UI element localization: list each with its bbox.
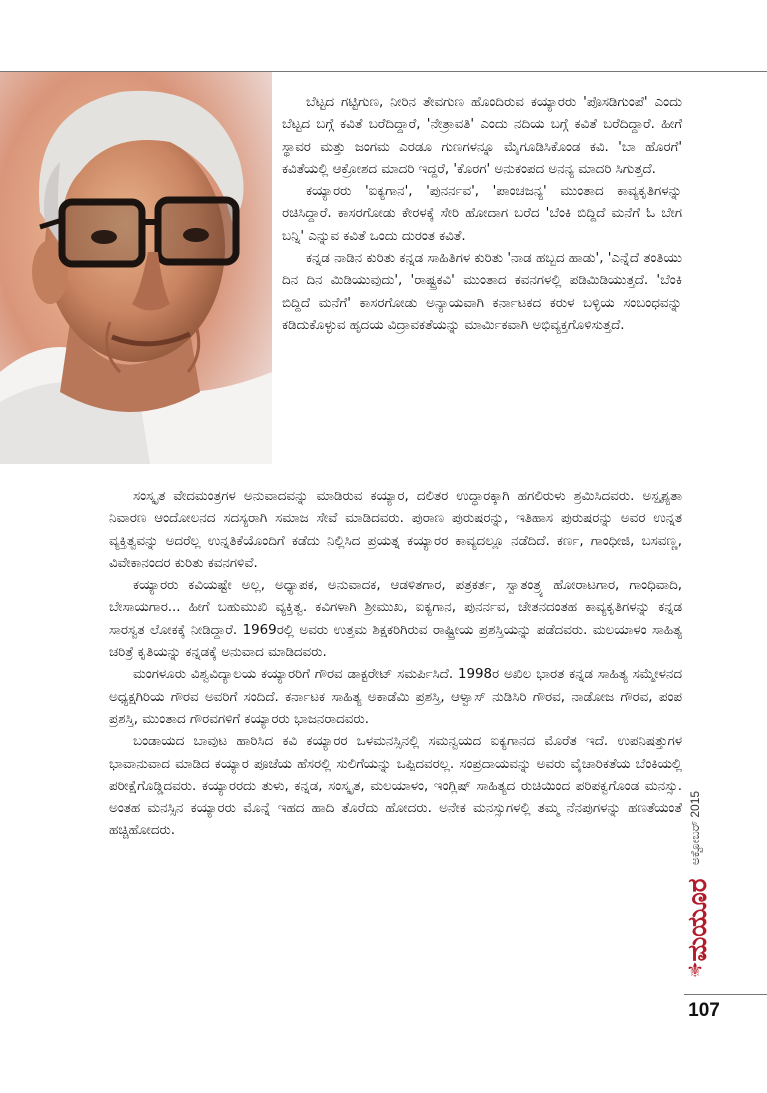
article-paragraph: ಕನ್ನಡ ನಾಡಿನ ಕುರಿತು ಕನ್ನಡ ಸಾಹಿತಿಗಳ ಕುರಿತು 'ನಾಡ ಹಬ್ಬದ ಹಾಡು', 'ಎನ್ನೆದೆ ತಂತಿಯು ದಿನ ದಿನ ಮಿಡಿಯುವುದು', 'ರಾಷ್ಟ್ರಕವಿ' ಮುಂತಾದ ಕವನಗಳಲ್ಲಿ ಪಡಿಮಿಡಿಯುತ್ತದೆ. 'ಬೆಂಕಿ ಬಿದ್ದಿದೆ ಮನೆಗೆ' ಕಾಸರಗೋಡು ಅನ್ಯಾಯವಾಗಿ ಕರ್ನಾಟಕದ ಕರುಳ ಬಳ್ಳಿಯ ಸಂಬಂಧವನ್ನು ಕಡಿದುಕೊಳ್ಳುವ ಹೃದಯ ವಿದ್ರಾವಕತೆಯನ್ನು ಮಾರ್ಮಿಕವಾಗಿ ಅಭಿವ್ಯಕ್ತಗೊಳಿಸುತ್ತದೆ. [282, 251, 682, 333]
issue-date: ಅಕ್ಟೋಬರ್ 2015 [688, 790, 702, 866]
page-number: 107 [688, 1000, 720, 1021]
article-paragraph: ಬೆಟ್ಟದ ಗಟ್ಟಿಗುಣ, ನೀರಿನ ತೇವಗುಣ ಹೊಂದಿರುವ ಕಯ್ಯಾರರು 'ಪೊಸಡಿಗುಂಪೆ' ಎಂದು ಬೆಟ್ಟದ ಬಗ್ಗೆ ಕವಿತೆ ಬರೆದಿದ್ದಾರೆ, 'ನೇತ್ರಾವತಿ' ಎಂದು ನದಿಯ ಬಗ್ಗೆ ಕವಿತೆ ಬರೆದಿದ್ದಾರೆ. ಹೀಗೆ ಸ್ಥಾವರ ಮತ್ತು ಜಂಗಮ ಎರಡೂ ಗುಣಗಳನ್ನೂ ಮೈಗೂಡಿಸಿಕೊಂಡ ಕವಿ. 'ಬಾ ಹೊರಗೆ' ಕವಿತೆಯಲ್ಲಿ ಆಕ್ರೋಶದ ಮಾದರಿ ಇದ್ದರೆ, 'ಕೊರಗ' ಅನುಕಂಪದ ಅನನ್ಯ ಮಾದರಿ ಸಿಗುತ್ತದೆ. [282, 95, 682, 177]
magazine-sidebar [681, 700, 721, 980]
portrait-illustration [0, 72, 272, 464]
article-paragraph: ಮಂಗಳೂರು ವಿಶ್ವವಿದ್ಯಾಲಯ ಕಯ್ಯಾರರಿಗೆ ಗೌರವ ಡಾಕ್ಟರೇಟ್ ಸಮರ್ಪಿಸಿದೆ. 1998ರ ಅಖಿಲ ಭಾರತ ಕನ್ನಡ ಸಾಹಿತ್ಯ ಸಮ್ಮೇಳನದ ಅಧ್ಯಕ್ಷಗಿರಿಯ ಗೌರವ ಅವರಿಗೆ ಸಂದಿದೆ. ಕರ್ನಾಟಕ ಸಾಹಿತ್ಯ ಅಕಾಡೆಮಿ ಪ್ರಶಸ್ತಿ, ಆಳ್ವಾಸ್ ನುಡಿಸಿರಿ ಗೌರವ, ನಾಡೋಜ ಗೌರವ, ಪಂಪ ಪ್ರಶಸ್ತಿ, ಮುಂತಾದ ಗೌರವಗಳಿಗೆ ಕಯ್ಯಾರರು ಭಾಜನರಾದವರು. [109, 667, 682, 727]
article-column-text [282, 92, 682, 337]
author-portrait-photo [0, 72, 272, 464]
article-paragraph: ಕಯ್ಯಾರರು 'ಐಕ್ಯಗಾನ', 'ಪುನರ್ನವ', 'ಪಾಂಚಜನ್ಯ' ಮುಂತಾದ ಕಾವ್ಯಕೃತಿಗಳನ್ನು ರಚಿಸಿದ್ದಾರೆ. ಕಾಸರಗೋಡು ಕೇರಳಕ್ಕೆ ಸೇರಿ ಹೋದಾಗ ಬರೆದ 'ಬೆಂಕಿ ಬಿದ್ದಿದೆ ಮನೆಗೆ ಓ ಬೇಗ ಬನ್ನಿ' ಎನ್ನುವ ಕವಿತೆ ಒಂದು ದುರಂತ ಕವಿತೆ. [282, 184, 682, 244]
article-paragraph: ಬಂಡಾಯದ ಬಾವುಟ ಹಾರಿಸಿದ ಕವಿ ಕಯ್ಯಾರರ ಒಳಮನಸ್ಸಿನಲ್ಲಿ ಸಮನ್ವಯದ ಐಕ್ಯಗಾನದ ಮೊರೆತ ಇದೆ. ಉಪನಿಷತ್ತುಗಳ ಭಾವಾನುವಾದ ಮಾಡಿದ ಕಯ್ಯಾರ ಪೂಜೆಯ ಹೆಸರಲ್ಲಿ ಸುಲಿಗೆಯನ್ನು ಒಪ್ಪಿದವರಲ್ಲ. ಸಂಪ್ರದಾಯವನ್ನು ಅವರು ವೈಚಾರಿಕತೆಯ ಬೆಂಕಿಯಲ್ಲಿ ಪರೀಕ್ಷೆಗೊಡ್ಡಿದವರು. ಕಯ್ಯಾರರದು ತುಳು, ಕನ್ನಡ, ಸಂಸ್ಕೃತ, ಮಲಯಾಳಂ, ಇಂಗ್ಲಿಷ್ ಸಾಹಿತ್ಯದ ರುಚಿಯಿಂದ ಪರಿಪಕ್ವಗೊಂಡ ಮನಸ್ಸು. ಅಂತಹ ಮನಸ್ಸಿನ ಕಯ್ಯಾರರು ಮೊನ್ನೆ ಇಹದ ಹಾದಿ ತೊರೆದು ಹೋದರು. ಅನೇಕ ಮನಸ್ಸುಗಳಲ್ಲಿ ತಮ್ಮ ನೆನಪುಗಳನ್ನು ಹಣತೆಯಂತೆ ಹಚ್ಚಿಹೋದರು. [109, 734, 682, 839]
article-paragraph: ಸಂಸ್ಕೃತ ವೇದಮಂತ್ರಗಳ ಅನುವಾದವನ್ನು ಮಾಡಿರುವ ಕಯ್ಯಾರ, ದಲಿತರ ಉದ್ಧಾರಕ್ಕಾಗಿ ಹಗಲಿರುಳು ಶ್ರಮಿಸಿದವರು. ಅಸ್ಪೃಶ್ಯತಾ ನಿವಾರಣ ಆಂದೋಲನದ ಸದಸ್ಯರಾಗಿ ಸಮಾಜ ಸೇವೆ ಮಾಡಿದವರು. ಪುರಾಣ ಪುರುಷರನ್ನು, ಇತಿಹಾಸ ಪುರುಷರನ್ನು ಅವರ ಉನ್ನತ ವ್ಯಕ್ತಿತ್ವವನ್ನು ಅದರೆಲ್ಲ ಉನ್ನತಿಕೆಯೊಂದಿಗೆ ಕಡೆದು ನಿಲ್ಲಿಸಿದ ಪ್ರಯತ್ನ ಕಯ್ಯಾರರ ಕಾವ್ಯದಲ್ಲೂ ನಡೆದಿದೆ. ಕರ್ಣ, ಗಾಂಧೀಜಿ, ಬಸವಣ್ಣ, ವಿವೇಕಾನಂದರ ಕುರಿತು ಕವನಗಳಿವೆ. [109, 489, 682, 571]
fleur-de-lis-icon: ⚜ [686, 958, 704, 982]
article-wide-text [109, 486, 682, 843]
footer-rule [684, 994, 767, 995]
sidebar-vertical-text [681, 700, 721, 980]
magazine-name: ಮಯೂರ [683, 878, 713, 962]
article-paragraph: ಕಯ್ಯಾರರು ಕವಿಯಷ್ಟೇ ಅಲ್ಲ, ಅಧ್ಯಾಪಕ, ಅನುವಾದಕ, ಆಡಳಿತಗಾರ, ಪತ್ರಕರ್ತ, ಸ್ವಾತಂತ್ರ್ಯ ಹೋರಾಟಗಾರ, ಗಾಂಧಿವಾದಿ, ಬೇಸಾಯಗಾರ... ಹೀಗೆ ಬಹುಮುಖಿ ವ್ಯಕ್ತಿತ್ವ. ಕವಿಗಳಾಗಿ ಶ್ರೀಮುಖ, ಐಕ್ಯಗಾನ, ಪುನರ್ನವ, ಚೇತನದಂತಹ ಕಾವ್ಯಕೃತಿಗಳನ್ನು ಕನ್ನಡ ಸಾರಸ್ವತ ಲೋಕಕ್ಕೆ ನೀಡಿದ್ದಾರೆ. 1969ರಲ್ಲಿ ಅವರು ಉತ್ತಮ ಶಿಕ್ಷಕರಿಗಿರುವ ರಾಷ್ಟ್ರೀಯ ಪ್ರಶಸ್ತಿಯನ್ನು ಪಡೆದವರು. ಮಲಯಾಳಂ ಸಾಹಿತ್ಯ ಚರಿತ್ರೆ ಕೃತಿಯನ್ನು ಕನ್ನಡಕ್ಕೆ ಅನುವಾದ ಮಾಡಿದವರು. [109, 578, 682, 661]
